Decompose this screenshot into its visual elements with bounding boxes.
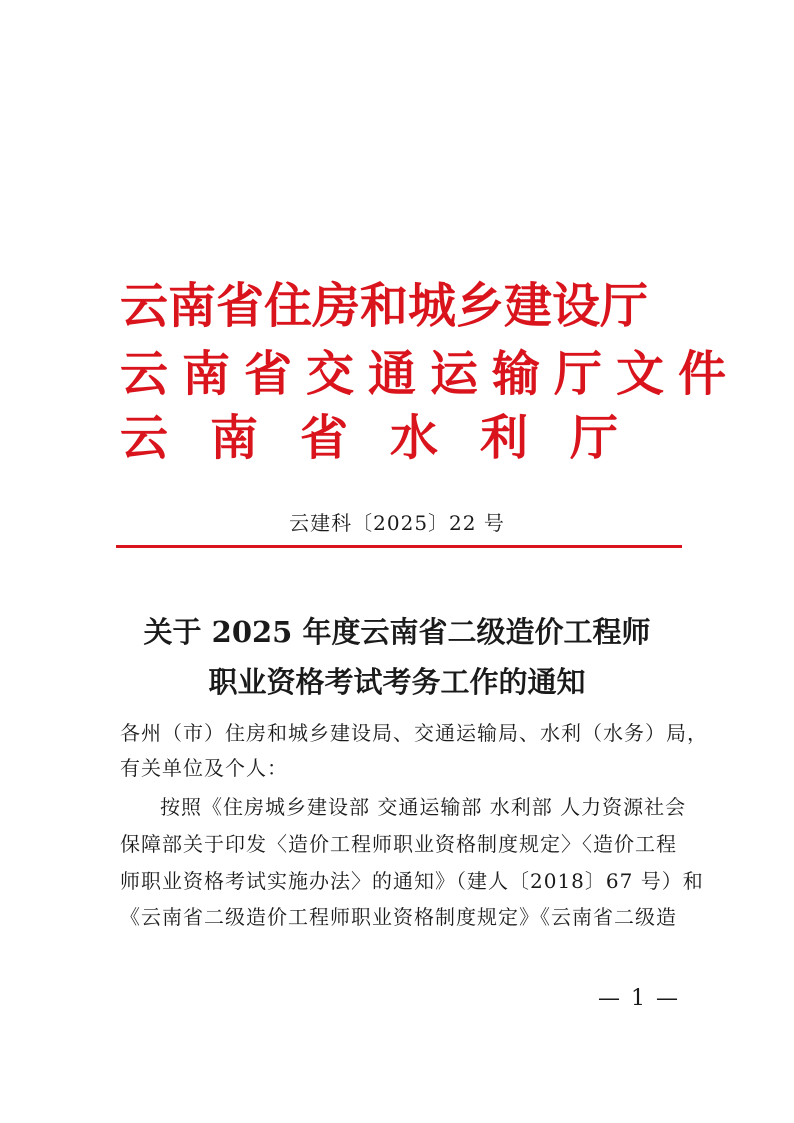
issuer-line-water-department: 云南省水利厅	[120, 410, 661, 466]
notice-title-line-1: 关于 2025 年度云南省二级造价工程师	[143, 615, 651, 649]
body-line-paragraph-4: 《云南省二级造价工程师职业资格制度规定》《云南省二级造	[120, 905, 677, 929]
document-number: 云建科〔2025〕22 号	[289, 511, 505, 535]
red-divider-line	[116, 545, 682, 548]
page-number: — 1 —	[598, 986, 680, 1011]
notice-title-line-2: 职业资格考试考务工作的通知	[208, 665, 586, 699]
body-line-recipients: 各州（市）住房和城乡建设局、交通运输局、水利（水务）局，	[120, 721, 708, 745]
body-line-paragraph-1: 按照《住房城乡建设部 交通运输部 水利部 人力资源社会	[160, 795, 687, 819]
issuer-line-transport-department: 云南省交通运输厅文件	[120, 346, 741, 402]
body-line-paragraph-2: 保障部关于印发〈造价工程师职业资格制度规定〉〈造价工程	[120, 832, 677, 856]
body-line-recipients-cont: 有关单位及个人：	[120, 756, 288, 780]
body-line-paragraph-3: 师职业资格考试实施办法〉的通知》（建人〔2018〕67 号）和	[120, 869, 704, 893]
issuer-line-housing-department: 云南省住房和城乡建设厅	[120, 278, 649, 334]
